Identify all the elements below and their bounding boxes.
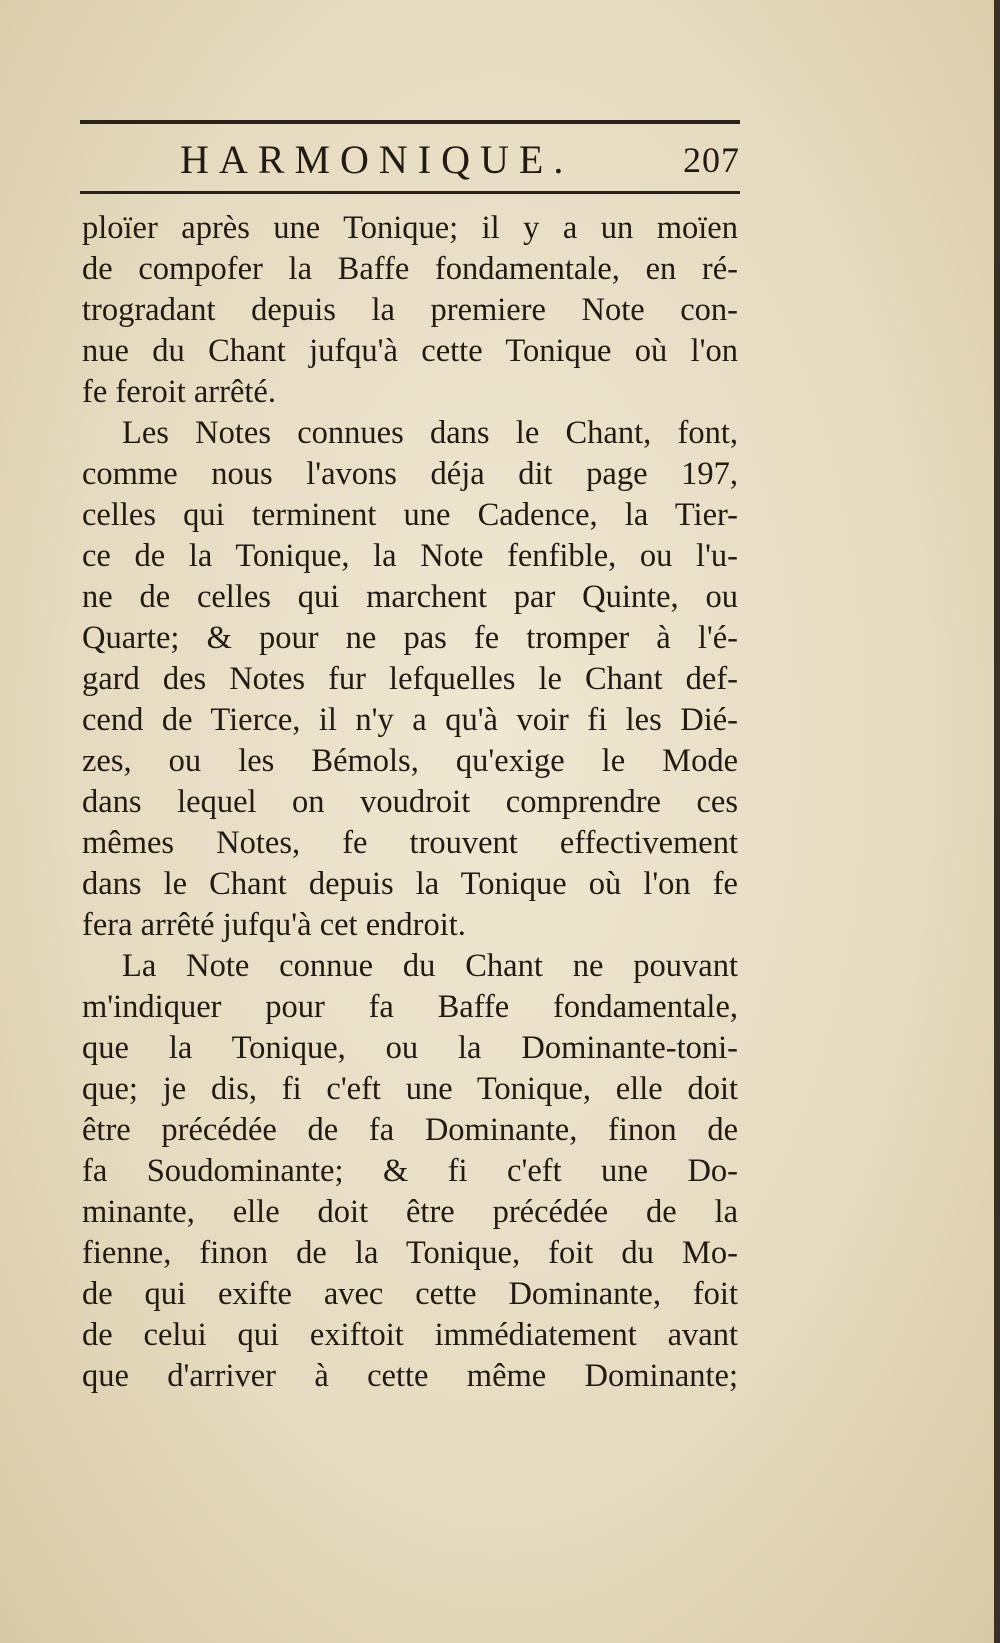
paragraph-start-line: La Note connue du Chant ne pouvant [122,948,738,984]
text-line: minante, elle doit être précédée de la [82,1194,738,1230]
text-line: m'indiquer pour fa Baffe fondamentale, [82,989,738,1025]
text-line: ce de la Tonique, la Note fenfible, ou l'u- [82,538,738,574]
header-rule-bottom [80,191,740,194]
text-line: Quarte; & pour ne pas fe tromper à l'é- [82,620,738,656]
text-line: ne de celles qui marchent par Quinte, ou [82,579,738,615]
text-line: trogradant depuis la premiere Note con- [82,292,738,328]
text-line: fa Soudominante; & fi c'eft une Do- [82,1153,738,1189]
text-line: que; je dis, fi c'eft une Tonique, elle doit [82,1071,738,1107]
text-line: celles qui terminent une Cadence, la Tier- [82,497,738,533]
text-line: de compofer la Baffe fondamentale, en ré- [82,251,738,287]
running-title: HARMONIQUE. [180,137,574,182]
paragraph-start-line: Les Notes connues dans le Chant, font, [122,415,738,451]
text-line: de celui qui exiftoit immédiatement avant [82,1317,738,1353]
text-line: que d'arriver à cette même Dominante; [82,1358,738,1394]
text-line: cend de Tierce, il n'y a qu'à voir fi les Dié- [82,702,738,738]
page-number: 207 [683,140,740,180]
text-line: fe feroit arrêté. [82,374,276,410]
text-line: fienne, finon de la Tonique, foit du Mo- [82,1235,738,1271]
text-line: fera arrêté jufqu'à cet endroit. [82,907,466,943]
text-line: gard des Notes fur lefquelles le Chant def- [82,661,738,697]
text-line: de qui exifte avec cette Dominante, foit [82,1276,738,1312]
running-header [80,132,740,188]
text-line: zes, ou les Bémols, qu'exige le Mode [82,743,738,779]
header-rule-top [80,120,740,124]
text-line: ploïer après une Tonique; il y a un moïen [82,210,738,246]
text-line: que la Tonique, ou la Dominante-toni- [82,1030,738,1066]
text-line: mêmes Notes, fe trouvent effectivement [82,825,738,861]
page-edge [994,0,1000,1643]
text-line: comme nous l'avons déja dit page 197, [82,456,738,492]
body-text [82,208,738,1397]
text-line: être précédée de fa Dominante, finon de [82,1112,738,1148]
text-line: dans le Chant depuis la Tonique où l'on fe [82,866,738,902]
text-line: dans lequel on voudroit comprendre ces [82,784,738,820]
text-line: nue du Chant jufqu'à cette Tonique où l'on [82,333,738,369]
